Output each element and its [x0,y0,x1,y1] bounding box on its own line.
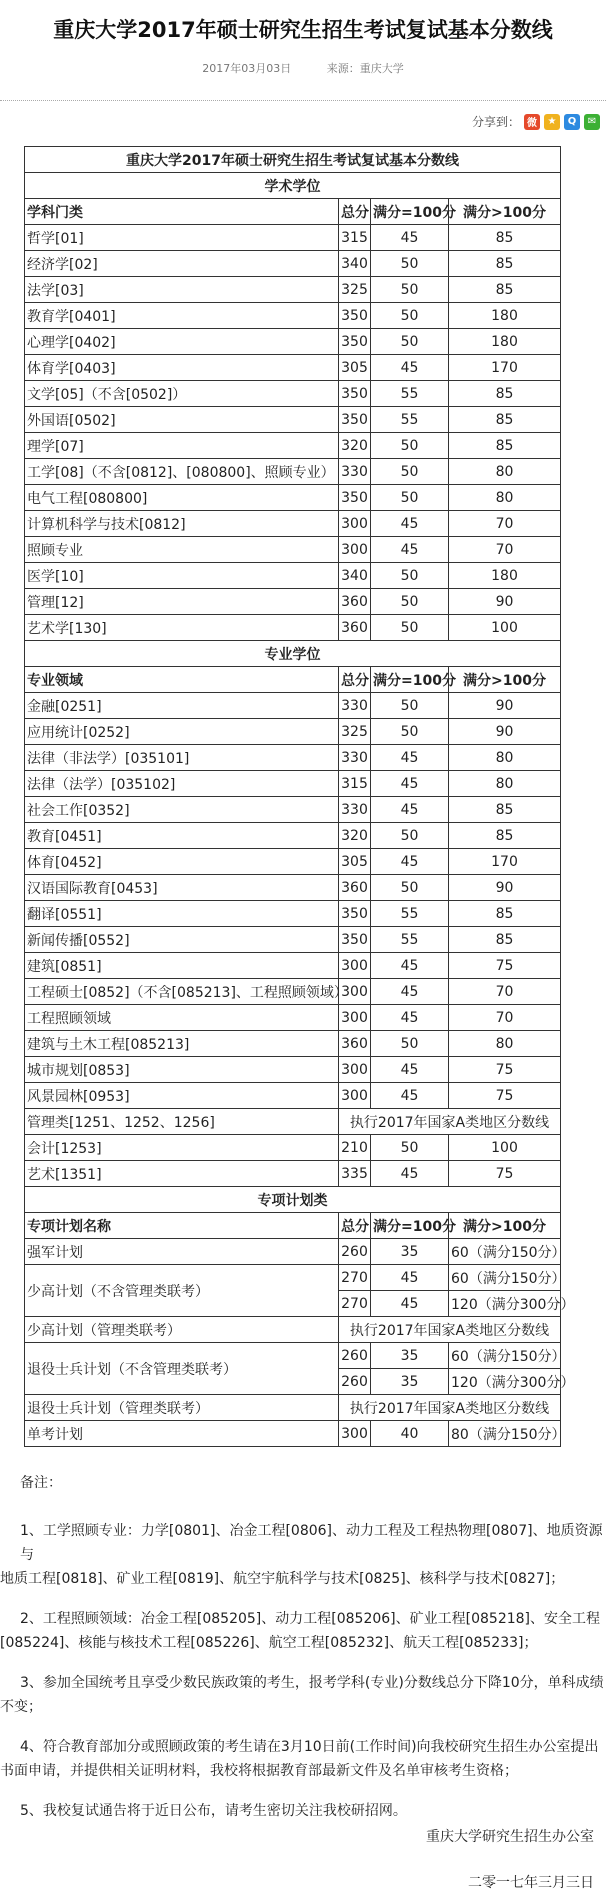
table-row [25,901,561,927]
row-label: 法学[03] [25,277,339,303]
row-label: 医学[10] [25,563,339,589]
table-cell: 50 [371,563,449,589]
table-cell: 50 [371,459,449,485]
row-label: 单考计划 [25,1421,339,1447]
qzone-icon[interactable]: ★ [544,114,560,130]
page-title: 重庆大学2017年硕士研究生招生考试复试基本分数线 [53,18,553,42]
table-cell: 80 [449,771,561,797]
row-label: 退役士兵计划（不含管理类联考） [25,1343,339,1395]
row-label: 风景园林[0953] [25,1083,339,1109]
row-label: 管理[12] [25,589,339,615]
table-row [25,459,561,485]
table-cell: 90 [449,589,561,615]
table-cell: 50 [371,329,449,355]
table-cell: 45 [371,1291,449,1317]
table-cell: 55 [371,381,449,407]
table-cell: 330 [339,797,371,823]
table-cell: 55 [371,927,449,953]
table-row [25,1161,561,1187]
table-row [25,1317,561,1343]
row-label: 金融[0251] [25,693,339,719]
table-cell: 85 [449,381,561,407]
score-table [24,146,575,1447]
table-cell: 80 [449,745,561,771]
table-cell: 75 [449,1057,561,1083]
table-cell: 85 [449,797,561,823]
column-header: 满分=100分 [371,1213,449,1239]
table-cell: 60（满分150分） [449,1265,561,1291]
table-cell: 315 [339,771,371,797]
table-cell: 270 [339,1265,371,1291]
table-cell: 350 [339,381,371,407]
table-cell: 45 [371,511,449,537]
table-row [25,693,561,719]
table-cell: 50 [371,251,449,277]
note-1: 1、工学照顾专业：力学[0801]、冶金工程[0806]、动力工程及工程热物理[0807]、地质资源与 [20,1523,603,1563]
table-cell: 350 [339,329,371,355]
table-cell: 300 [339,511,371,537]
table-cell: 50 [371,1031,449,1057]
row-label: 艺术学[130] [25,615,339,641]
table-row [25,199,561,225]
table-cell: 70 [449,1005,561,1031]
table-cell: 85 [449,927,561,953]
column-header: 满分=100分 [371,199,449,225]
table-cell: 180 [449,303,561,329]
table-cell: 350 [339,407,371,433]
table-cell: 100 [449,615,561,641]
table-cell: 70 [449,979,561,1005]
table-cell: 350 [339,485,371,511]
table-row [25,355,561,381]
table-cell: 320 [339,433,371,459]
section-title: 专业学位 [25,641,561,667]
table-cell: 45 [371,225,449,251]
table-cell: 350 [339,927,371,953]
table-cell: 60（满分150分） [449,1239,561,1265]
table-row [25,1395,561,1421]
column-header: 满分>100分 [449,199,561,225]
qq-icon[interactable]: Q [564,114,580,130]
row-label: 城市规划[0853] [25,1057,339,1083]
table-cell: 80 [449,1031,561,1057]
row-label: 新闻传播[0552] [25,927,339,953]
table-row [25,329,561,355]
table-cell: 55 [371,407,449,433]
table-cell: 85 [449,277,561,303]
table-cell: 执行2017年国家A类地区分数线 [339,1317,561,1343]
table-cell: 320 [339,823,371,849]
table-row [25,1057,561,1083]
table-cell: 360 [339,875,371,901]
table-row [25,563,561,589]
table-cell: 50 [371,485,449,511]
table-cell: 85 [449,407,561,433]
table-row [25,1109,561,1135]
column-header: 总分 [339,199,371,225]
table-row [25,485,561,511]
row-label: 理学[07] [25,433,339,459]
row-label: 经济学[02] [25,251,339,277]
table-cell: 50 [371,277,449,303]
table-row [25,953,561,979]
row-label: 法律（非法学）[035101] [25,745,339,771]
table-row [25,667,561,693]
table-cell: 45 [371,979,449,1005]
table-row [25,537,561,563]
table-row [25,927,561,953]
table-cell: 80 [449,459,561,485]
row-label: 汉语国际教育[0453] [25,875,339,901]
note-2: 2、工程照顾领域：冶金工程[085205]、动力工程[085206]、矿业工程[085218]、安全工程 [20,1611,601,1627]
table-cell: 45 [371,1161,449,1187]
table-cell: 305 [339,355,371,381]
table-cell: 300 [339,537,371,563]
row-label: 体育学[0403] [25,355,339,381]
table-cell: 325 [339,719,371,745]
table-row [25,1005,561,1031]
note-1-cont: 地质工程[0818]、矿业工程[0819]、航空宇航科学与技术[0825]、核科学与技术[0827]； [0,1571,565,1587]
table-cell: 350 [339,901,371,927]
column-header: 满分=100分 [371,667,449,693]
table-row [25,1135,561,1161]
table-cell: 300 [339,1005,371,1031]
section-title: 学术学位 [25,173,561,199]
table-row [25,979,561,1005]
table-cell: 70 [449,537,561,563]
table-row [25,875,561,901]
row-label: 照顾专业 [25,537,339,563]
table-cell: 260 [339,1239,371,1265]
table-cell: 45 [371,1265,449,1291]
share-label: 分享到： [471,115,520,129]
table-row [25,225,561,251]
table-row [25,381,561,407]
table-cell: 85 [449,823,561,849]
row-label: 翻译[0551] [25,901,339,927]
table-cell: 325 [339,277,371,303]
table-row [25,1083,561,1109]
table-cell: 180 [449,563,561,589]
table-row [25,1343,561,1369]
table-row [25,407,561,433]
table-cell: 85 [449,225,561,251]
table-caption: 重庆大学2017年硕士研究生招生考试复试基本分数线 [25,147,561,173]
table-cell: 50 [371,433,449,459]
table-row [25,797,561,823]
table-cell: 340 [339,251,371,277]
table-cell: 50 [371,719,449,745]
table-cell: 85 [449,901,561,927]
notes [0,1471,606,1823]
weibo-icon[interactable]: 微 [524,114,540,130]
note-3-cont: 不变； [0,1699,42,1715]
table-cell: 50 [371,823,449,849]
table-row [25,1213,561,1239]
table-cell: 70 [449,511,561,537]
table-cell: 45 [371,355,449,381]
table-cell: 50 [371,615,449,641]
table-cell: 120（满分300分） [449,1291,561,1317]
section-title: 专项计划类 [25,1187,561,1213]
share-bar [472,113,600,130]
column-header: 专项计划名称 [25,1213,339,1239]
article-meta [0,60,606,76]
wechat-icon[interactable]: ✉ [584,114,600,130]
table-cell: 50 [371,1135,449,1161]
table-cell: 330 [339,459,371,485]
table-row [25,615,561,641]
table-row [25,433,561,459]
table-cell: 330 [339,693,371,719]
table-row [25,771,561,797]
table-cell: 45 [371,953,449,979]
row-label: 强军计划 [25,1239,339,1265]
table-cell: 45 [371,537,449,563]
table-cell: 360 [339,1031,371,1057]
row-label: 少高计划（管理类联考） [25,1317,339,1343]
row-label: 退役士兵计划（管理类联考） [25,1395,339,1421]
table-cell: 270 [339,1291,371,1317]
row-label: 法律（法学）[035102] [25,771,339,797]
divider [0,100,606,101]
table-cell: 35 [371,1343,449,1369]
column-header: 专业领域 [25,667,339,693]
table-cell: 305 [339,849,371,875]
table-cell: 350 [339,303,371,329]
row-label: 计算机科学与技术[0812] [25,511,339,537]
table-cell: 55 [371,901,449,927]
table-cell: 45 [371,849,449,875]
table-cell: 300 [339,1057,371,1083]
note-2-cont: [085224]、核能与核技术工程[085226]、航空工程[085232]、航天工程[085233]； [0,1635,538,1651]
sign-date: 二零一七年三月三日 [468,1875,594,1891]
row-label: 管理类[1251、1252、1256] [25,1109,339,1135]
table-cell: 75 [449,1083,561,1109]
row-label: 工程硕士[0852]（不含[085213]、工程照顾领域） [25,979,339,1005]
row-label: 工学[08]（不含[0812]、[080800]、照顾专业） [25,459,339,485]
table-cell: 360 [339,615,371,641]
table-cell: 90 [449,719,561,745]
row-label: 教育学[0401] [25,303,339,329]
table-cell: 170 [449,849,561,875]
table-cell: 45 [371,771,449,797]
table-cell: 315 [339,225,371,251]
row-label: 应用统计[0252] [25,719,339,745]
note-3: 3、参加全国统考且享受少数民族政策的考生，报考学科(专业)分数线总分下降10分，单科成绩 [20,1675,604,1691]
table-row [25,823,561,849]
table-cell: 40 [371,1421,449,1447]
table-cell: 100 [449,1135,561,1161]
publish-date: 2017年03月03日 [202,62,292,75]
table-cell: 35 [371,1369,449,1395]
table-row [25,511,561,537]
table-cell: 75 [449,953,561,979]
note-4-cont: 书面申请，并提供相关证明材料，我校将根据教育部最新文件及名单审核考生资格； [0,1763,518,1779]
table-row [25,719,561,745]
table-cell: 45 [371,1057,449,1083]
table-cell: 340 [339,563,371,589]
table-cell: 260 [339,1369,371,1395]
table-row [25,1239,561,1265]
table-cell: 80 [449,485,561,511]
table-cell: 45 [371,1083,449,1109]
table-cell: 80（满分150分） [449,1421,561,1447]
table-cell: 执行2017年国家A类地区分数线 [339,1109,561,1135]
note-4: 4、符合教育部加分或照顾政策的考生请在3月10日前(工作时间)向我校研究生招生办公室提出 [20,1739,599,1755]
table-row [25,173,561,199]
table-cell: 45 [371,797,449,823]
column-header: 满分>100分 [449,667,561,693]
signature: 重庆大学研究生招生办公室 [426,1829,594,1845]
table-cell: 75 [449,1161,561,1187]
table-cell: 170 [449,355,561,381]
table-cell: 90 [449,693,561,719]
table-row [25,1187,561,1213]
row-label: 电气工程[080800] [25,485,339,511]
table-cell: 85 [449,433,561,459]
table-cell: 50 [371,303,449,329]
row-label: 心理学[0402] [25,329,339,355]
table-cell: 90 [449,875,561,901]
table-cell: 330 [339,745,371,771]
table-cell: 300 [339,979,371,1005]
table-cell: 300 [339,1421,371,1447]
table-cell: 300 [339,1083,371,1109]
table-row [25,1265,561,1291]
table-cell: 335 [339,1161,371,1187]
table-cell: 45 [371,745,449,771]
table-cell: 50 [371,693,449,719]
table-cell: 50 [371,875,449,901]
table-cell: 260 [339,1343,371,1369]
table-row [25,277,561,303]
table-cell: 60（满分150分） [449,1343,561,1369]
row-label: 哲学[01] [25,225,339,251]
row-label: 外国语[0502] [25,407,339,433]
table-row [25,1031,561,1057]
table-cell: 85 [449,251,561,277]
table-row [25,303,561,329]
table-cell: 120（满分300分） [449,1369,561,1395]
column-header: 总分 [339,1213,371,1239]
row-label: 少高计划（不含管理类联考） [25,1265,339,1317]
source-label: 来源：重庆大学 [326,62,404,75]
row-label: 工程照顾领域 [25,1005,339,1031]
row-label: 文学[05]（不含[0502]） [25,381,339,407]
row-label: 教育[0451] [25,823,339,849]
row-label: 建筑与土木工程[085213] [25,1031,339,1057]
table-row [25,1421,561,1447]
table-cell: 50 [371,589,449,615]
column-header: 满分>100分 [449,1213,561,1239]
table-cell: 45 [371,1005,449,1031]
row-label: 建筑[0851] [25,953,339,979]
table-cell: 180 [449,329,561,355]
table-cell: 210 [339,1135,371,1161]
table-row [25,589,561,615]
table-row [25,251,561,277]
row-label: 社会工作[0352] [25,797,339,823]
column-header: 学科门类 [25,199,339,225]
table-cell: 300 [339,953,371,979]
table-cell: 360 [339,589,371,615]
table-row [25,849,561,875]
table-row [25,641,561,667]
row-label: 艺术[1351] [25,1161,339,1187]
row-label: 会计[1253] [25,1135,339,1161]
note-5: 5、我校复试通告将于近日公布，请考生密切关注我校研招网。 [20,1803,407,1819]
table-row [25,147,561,173]
table-row [25,745,561,771]
table-cell: 35 [371,1239,449,1265]
row-label: 体育[0452] [25,849,339,875]
table-cell: 执行2017年国家A类地区分数线 [339,1395,561,1421]
column-header: 总分 [339,667,371,693]
notes-heading: 备注： [20,1475,62,1491]
